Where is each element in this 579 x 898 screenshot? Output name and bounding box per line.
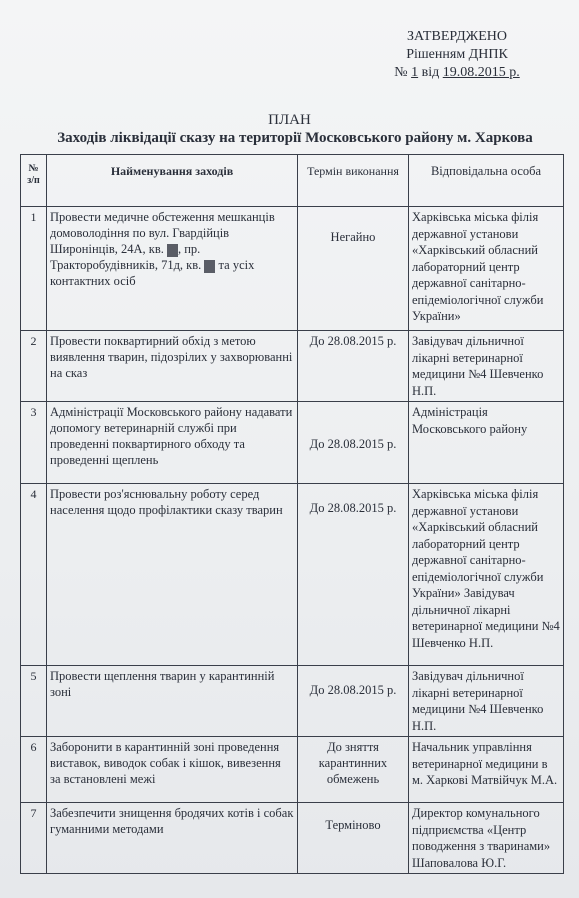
approval-number: 1 xyxy=(411,65,419,80)
table-row xyxy=(21,737,564,803)
row-term: Терміново xyxy=(298,803,409,874)
row-num: 6 xyxy=(21,737,47,803)
row-term: До 28.08.2015 р. xyxy=(298,402,409,484)
row-action: Адміністрації Московського району надавати допомогу ветеринарній службі при проведенні поквартирного обходу та проведенні щеплень xyxy=(47,402,298,484)
row-responsible: Директор комунального підприємства «Центр поводження з тваринами» Шаповалова Ю.Г. xyxy=(409,803,564,874)
row-action-part-b: , пр. Тракторобудівників, 71д, кв. xyxy=(50,242,202,272)
plan-table xyxy=(20,154,564,874)
approval-date: 19.08.2015 р. xyxy=(442,65,520,80)
redaction-mark xyxy=(167,244,178,257)
table-row xyxy=(21,331,564,402)
row-responsible: Начальник управління ветеринарної медицини в м. Харкові Матвійчук М.А. xyxy=(409,737,564,803)
row-action: Заборонити в карантинній зоні проведення виставок, виводок собак і кішок, вивезення за встановлені межі xyxy=(47,737,298,803)
header-term: Термін виконання xyxy=(298,155,409,207)
row-term: До зняття карантинних обмежень xyxy=(298,737,409,803)
table-header-row xyxy=(21,155,564,207)
row-term: Негайно xyxy=(298,207,409,331)
row-term: До 28.08.2015 р. xyxy=(298,666,409,737)
redaction-mark xyxy=(204,260,215,273)
row-responsible: Харківська міська філія державної установи «Харківський обласний лабораторний центр державної санітарно-епідеміологічної служби України» Завідувач дільничної лікарні ветеринарної медицини №4 Шевченко Н.П. xyxy=(409,484,564,666)
row-num: 3 xyxy=(21,402,47,484)
row-action: Провести щеплення тварин у карантинній зоні xyxy=(47,666,298,737)
approval-number-prefix: № xyxy=(394,65,408,80)
header-responsible: Відповідальна особа xyxy=(409,155,564,207)
row-responsible: Завідувач дільничної лікарні ветеринарної медицини №4 Шевченко Н.П. xyxy=(409,666,564,737)
row-num: 4 xyxy=(21,484,47,666)
table-row xyxy=(21,666,564,737)
approval-number-line xyxy=(387,64,527,82)
row-action: Забезпечити знищення бродячих котів і собак гуманними методами xyxy=(47,803,298,874)
header-action: Найменування заходів xyxy=(47,155,298,207)
row-responsible: Харківська міська філія державної установи «Харківський обласний лабораторний центр державної санітарно-епідеміологічної служби України» xyxy=(409,207,564,331)
row-num: 5 xyxy=(21,666,47,737)
page-subtitle: Заходів ліквідації сказу на території Московського району м. Харкова xyxy=(57,130,533,146)
approval-title: ЗАТВЕРДЖЕНО xyxy=(407,29,507,44)
row-responsible: Завідувач дільничної лікарні ветеринарної медицини №4 Шевченко Н.П. xyxy=(409,331,564,402)
approval-date-prefix: від xyxy=(421,65,440,80)
table-row xyxy=(21,484,564,666)
row-action: Провести поквартирний обхід з метою виявлення тварин, підозрілих у захворюванні на сказ xyxy=(47,331,298,402)
row-action-part-a: Провести медичне обстеження мешканців домоволодіння по вул. Гвардійців Широнінців, 24А, кв. xyxy=(50,210,275,256)
row-action: Провести роз'яснювальну роботу серед населення щодо профілактики сказу тварин xyxy=(47,484,298,666)
row-responsible: Адміністрація Московського району xyxy=(409,402,564,484)
table-row xyxy=(21,402,564,484)
header-num: № з/п xyxy=(21,155,47,207)
row-num: 2 xyxy=(21,331,47,402)
table-row xyxy=(21,207,564,331)
row-action-part-c: та усіх контактних осіб xyxy=(50,258,255,288)
approval-authority: Рішенням ДНПК xyxy=(406,47,508,62)
row-action xyxy=(47,207,298,331)
row-num: 7 xyxy=(21,803,47,874)
row-term: До 28.08.2015 р. xyxy=(298,484,409,666)
page-title: ПЛАН xyxy=(268,112,311,128)
row-num: 1 xyxy=(21,207,47,331)
table-row xyxy=(21,803,564,874)
approval-stamp xyxy=(387,28,527,82)
row-term: До 28.08.2015 р. xyxy=(298,331,409,402)
